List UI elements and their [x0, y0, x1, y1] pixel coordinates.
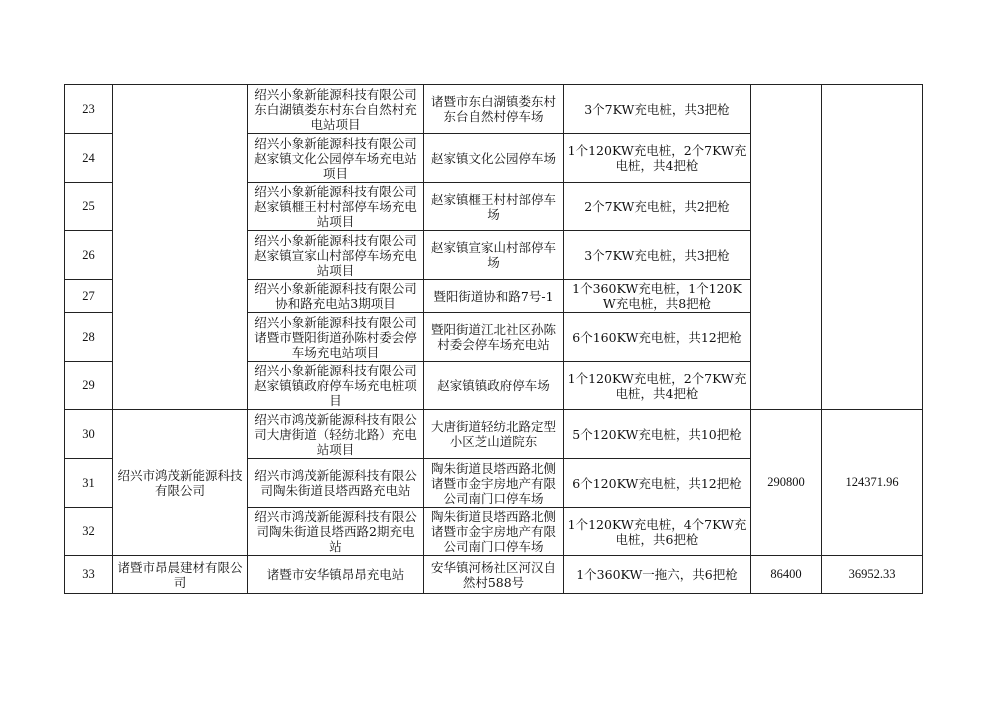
table-row — [65, 556, 923, 594]
project-name: 绍兴小象新能源科技有限公司赵家镇文化公园停车场充电站项目 — [248, 134, 424, 183]
project-location: 大唐街道轻纺北路定型小区芝山道院东 — [424, 410, 564, 459]
row-number: 23 — [65, 85, 113, 134]
row-number: 25 — [65, 183, 113, 231]
project-name: 诸暨市安华镇昂昂充电站 — [248, 556, 424, 594]
project-location: 赵家镇文化公园停车场 — [424, 134, 564, 183]
project-name: 绍兴小象新能源科技有限公司协和路充电站3期项目 — [248, 280, 424, 313]
project-name: 绍兴小象新能源科技有限公司赵家镇宣家山村部停车场充电站项目 — [248, 231, 424, 280]
subsidy-cell — [822, 85, 923, 410]
row-number: 30 — [65, 410, 113, 459]
row-number: 29 — [65, 362, 113, 410]
pile-description: 1个120KW充电桩，2个7KW充电桩，共4把枪 — [564, 134, 751, 183]
project-location: 陶朱街道艮塔西路北侧诸暨市金宇房地产有限公司南门口停车场 — [424, 459, 564, 508]
company-cell: 绍兴市鸿茂新能源科技有限公司 — [113, 410, 248, 556]
project-name: 绍兴小象新能源科技有限公司诸暨市暨阳街道孙陈村委会停车场充电站项目 — [248, 313, 424, 362]
project-location: 赵家镇镇政府停车场 — [424, 362, 564, 410]
pile-description: 6个160KW充电桩，共12把枪 — [564, 313, 751, 362]
table-row — [65, 410, 923, 459]
project-location: 诸暨市东白湖镇娄东村东台自然村停车场 — [424, 85, 564, 134]
charging-subsidy-table — [64, 84, 923, 594]
project-name: 绍兴市鸿茂新能源科技有限公司大唐街道（轻纺北路）充电站项目 — [248, 410, 424, 459]
pile-description: 5个120KW充电桩，共10把枪 — [564, 410, 751, 459]
row-number: 33 — [65, 556, 113, 594]
pile-description: 3个7KW充电桩，共3把枪 — [564, 85, 751, 134]
table-row — [65, 85, 923, 134]
row-number: 27 — [65, 280, 113, 313]
pile-description: 3个7KW充电桩，共3把枪 — [564, 231, 751, 280]
subsidy-cell: 124371.96 — [822, 410, 923, 556]
pile-description: 1个120KW充电桩，4个7KW充电桩，共6把枪 — [564, 508, 751, 556]
row-number: 28 — [65, 313, 113, 362]
amount-cell — [751, 85, 822, 410]
row-number: 32 — [65, 508, 113, 556]
project-location: 赵家镇宣家山村部停车场 — [424, 231, 564, 280]
project-location: 安华镇河杨社区河汉自然村588号 — [424, 556, 564, 594]
row-number: 26 — [65, 231, 113, 280]
project-name: 绍兴小象新能源科技有限公司赵家镇榧王村村部停车场充电站项目 — [248, 183, 424, 231]
pile-description: 1个120KW充电桩，2个7KW充电桩，共4把枪 — [564, 362, 751, 410]
pile-description: 6个120KW充电桩，共12把枪 — [564, 459, 751, 508]
project-location: 暨阳街道江北社区孙陈村委会停车场充电站 — [424, 313, 564, 362]
row-number: 31 — [65, 459, 113, 508]
row-number: 24 — [65, 134, 113, 183]
company-cell — [113, 85, 248, 410]
amount-cell: 86400 — [751, 556, 822, 594]
amount-cell: 290800 — [751, 410, 822, 556]
project-name: 绍兴市鸿茂新能源科技有限公司陶朱街道艮塔西路2期充电站 — [248, 508, 424, 556]
project-name: 绍兴小象新能源科技有限公司东白湖镇娄东村东台自然村充电站项目 — [248, 85, 424, 134]
project-location: 赵家镇榧王村村部停车场 — [424, 183, 564, 231]
project-location: 陶朱街道艮塔西路北侧诸暨市金宇房地产有限公司南门口停车场 — [424, 508, 564, 556]
project-name: 绍兴市鸿茂新能源科技有限公司陶朱街道艮塔西路充电站 — [248, 459, 424, 508]
pile-description: 1个360KW充电桩，1个120KW充电桩，共8把枪 — [564, 280, 751, 313]
subsidy-cell: 36952.33 — [822, 556, 923, 594]
project-name: 绍兴小象新能源科技有限公司赵家镇镇政府停车场充电桩项目 — [248, 362, 424, 410]
pile-description: 2个7KW充电桩，共2把枪 — [564, 183, 751, 231]
project-location: 暨阳街道协和路7号-1 — [424, 280, 564, 313]
pile-description: 1个360KW一拖六，共6把枪 — [564, 556, 751, 594]
company-cell: 诸暨市昂晨建材有限公司 — [113, 556, 248, 594]
